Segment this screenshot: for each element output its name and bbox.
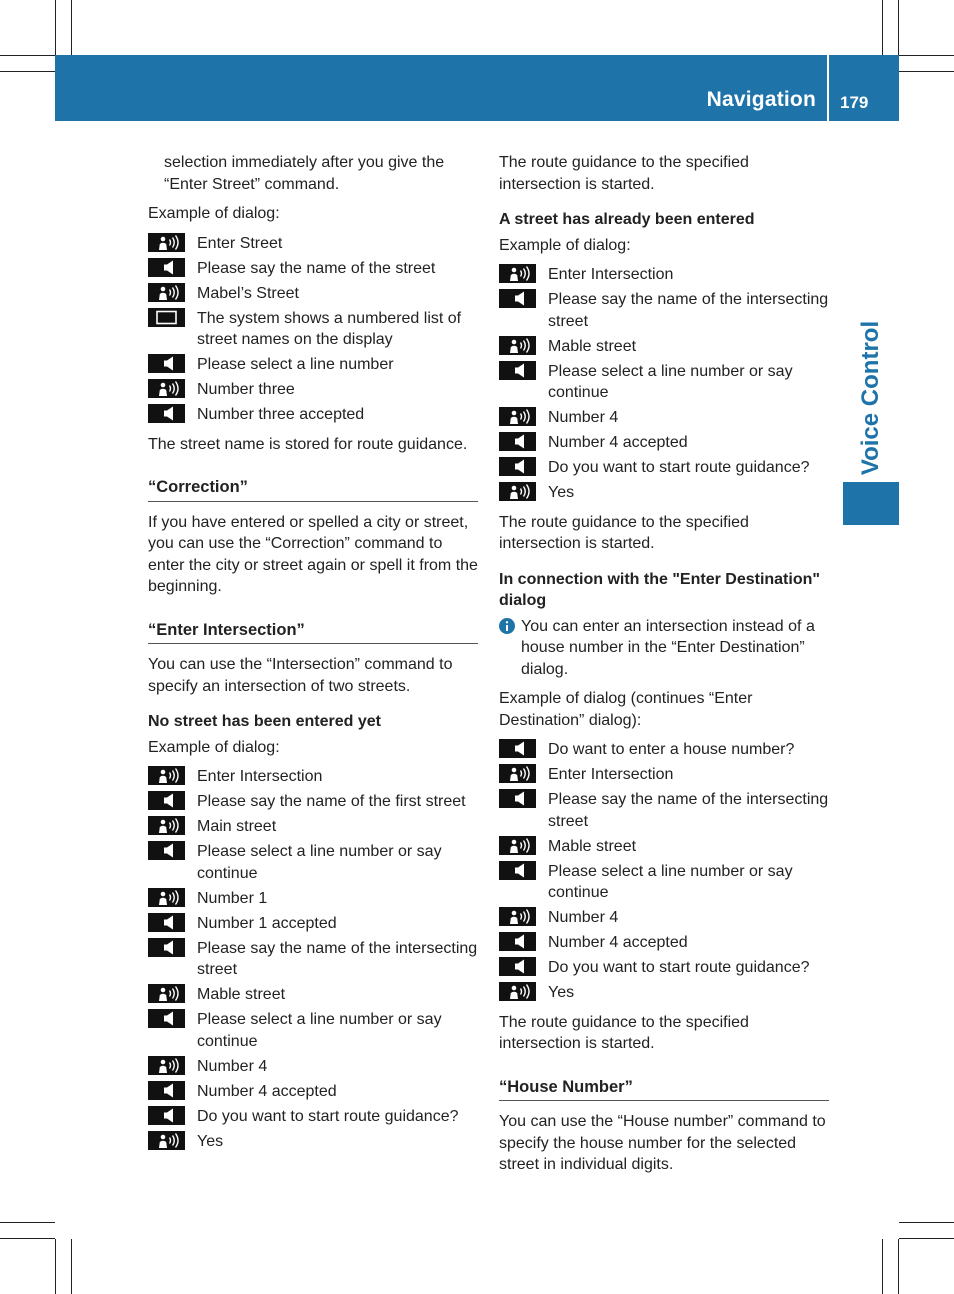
system-speak-icon [148, 1106, 185, 1125]
dialog-text: Number 4 [548, 909, 619, 926]
dialog-text: Enter Intersection [197, 768, 323, 785]
dialog-line [499, 289, 829, 332]
section-title: Navigation [706, 88, 816, 111]
dialog-line [499, 457, 829, 479]
system-speak-icon [499, 957, 536, 976]
route-started-text: The route guidance to the specified intersection is started. [499, 1013, 749, 1052]
system-speak-icon [499, 432, 536, 451]
dialog-line [148, 283, 478, 305]
user-speak-icon [499, 264, 536, 283]
user-speak-icon [148, 816, 185, 835]
dialog-text: Please say the name of the street [197, 259, 436, 277]
dialog-line [148, 913, 478, 935]
dialog-text: Please select a line number or say continue [197, 843, 442, 882]
user-speak-icon [148, 283, 185, 302]
system-speak-icon [148, 404, 185, 423]
system-speak-icon [499, 739, 536, 758]
system-speak-icon [499, 457, 536, 476]
dialog-text: Do you want to start route guidance? [548, 459, 810, 476]
dialog-line [148, 984, 478, 1006]
route-started-text: The route guidance to the specified intersection is started. [499, 513, 749, 552]
dialog-text: Yes [197, 1132, 224, 1150]
dialog-text: The system shows a numbered list of street names on the display [197, 309, 462, 348]
crop-mark [0, 55, 55, 56]
dialog-line [499, 907, 829, 929]
user-speak-icon [499, 836, 536, 855]
page-number: 179 [840, 93, 869, 112]
intersection-heading: “Enter Intersection” [148, 620, 478, 645]
dialog-text: Please say the name of the intersecting street [548, 291, 829, 330]
dialog-text: Number 4 [548, 409, 619, 426]
crop-mark [882, 0, 883, 55]
crop-mark [899, 71, 954, 72]
info-text: You can enter an intersection instead of a house number in the “Enter Destination” dialog. [521, 617, 815, 678]
system-speak-icon [499, 932, 536, 951]
crop-mark [0, 71, 55, 72]
dialog-text: Please say the name of the intersecting street [197, 939, 478, 978]
crop-mark [71, 1239, 72, 1294]
dialog-line [148, 1131, 478, 1153]
dialog-text: Yes [548, 484, 575, 501]
dialog-line [148, 841, 478, 884]
info-icon [499, 618, 515, 681]
intersection-text: You can use the “Intersection” command to specify an intersection of two streets. [148, 656, 453, 695]
dialog-line [148, 1009, 478, 1052]
dialog-text: Number 1 [197, 889, 268, 907]
left-column [148, 152, 478, 1160]
system-speak-icon [148, 258, 185, 277]
dialog-line [499, 739, 829, 761]
dialog-line [148, 1081, 478, 1103]
dialog-text: Enter Intersection [548, 266, 674, 283]
dialog-line [148, 766, 478, 788]
crop-mark [0, 1238, 55, 1239]
chapter-tab [843, 482, 899, 525]
dialog-line [148, 816, 478, 838]
dialog-line [499, 764, 829, 786]
dialog-line [499, 789, 829, 832]
dialog-text: Mable street [197, 986, 286, 1003]
user-speak-icon [148, 984, 185, 1003]
crop-mark [898, 1239, 899, 1294]
crop-mark [882, 1239, 883, 1294]
intro-text: selection immediately after you give the “Enter Street” command. [164, 154, 445, 193]
system-speak-icon [148, 791, 185, 810]
dialog-text: Mable street [548, 337, 637, 355]
dialog-line [148, 791, 478, 813]
user-speak-icon [499, 407, 536, 426]
dialog-list [499, 264, 829, 504]
dialog-line [148, 258, 478, 280]
user-speak-icon [148, 1056, 185, 1075]
dialog-text: Number three accepted [197, 406, 365, 423]
right-column [499, 152, 829, 1184]
system-speak-icon [499, 789, 536, 808]
dialog-line [499, 861, 829, 904]
crop-mark [899, 1222, 954, 1223]
system-speak-icon [148, 1081, 185, 1100]
chapter-label: Voice Control [857, 320, 884, 476]
dialog-line [148, 233, 478, 255]
no-street-heading: No street has been entered yet [148, 713, 381, 730]
dialog-text: Please select a line number or say continue [197, 1011, 442, 1050]
dialog-line [499, 407, 829, 429]
crop-mark [55, 0, 56, 55]
user-speak-icon [499, 336, 536, 355]
user-speak-icon [148, 379, 185, 398]
user-speak-icon [499, 907, 536, 926]
user-speak-icon [148, 766, 185, 785]
dialog-line [148, 888, 478, 910]
dialog-text: Please select a line number or say continue [548, 362, 793, 401]
dialog-text: Number 4 [197, 1057, 268, 1075]
dialog-line [499, 432, 829, 454]
correction-text: If you have entered or spelled a city or street, you can use the “Correction” command to enter the city or street again or spell it from the beginning. [148, 513, 478, 595]
user-speak-icon [148, 888, 185, 907]
user-speak-icon [148, 1131, 185, 1150]
stored-text: The street name is stored for route guidance. [148, 435, 468, 453]
dialog-line [499, 336, 829, 358]
dialog-line [148, 1056, 478, 1078]
user-speak-icon [499, 764, 536, 783]
dialog-line [499, 957, 829, 979]
user-speak-icon [499, 982, 536, 1001]
house-number-heading: “House Number” [499, 1077, 829, 1102]
connection-heading: In connection with the "Enter Destination" dialog [499, 570, 820, 609]
dialog-text: Mable street [548, 837, 637, 855]
dialog-text: Please say the name of the intersecting street [548, 791, 829, 830]
dialog-text: Do you want to start route guidance? [548, 959, 810, 976]
dialog-text: Number three [197, 381, 295, 398]
system-speak-icon [499, 861, 536, 880]
header-divider [827, 55, 829, 121]
correction-heading: “Correction” [148, 477, 478, 502]
dialog-line [499, 361, 829, 404]
crop-mark [0, 1222, 55, 1223]
user-speak-icon [148, 233, 185, 252]
dialog-text: Yes [548, 984, 575, 1001]
display-icon [148, 308, 185, 327]
system-speak-icon [148, 354, 185, 373]
dialog-text: Number 4 accepted [197, 1082, 337, 1100]
dialog-line [148, 404, 478, 426]
already-entered-heading: A street has already been entered [499, 211, 755, 228]
dialog-list [148, 766, 478, 1152]
dialog-line [499, 982, 829, 1004]
dialog-text: Main street [197, 818, 277, 835]
system-speak-icon [499, 289, 536, 308]
dialog-text: Enter Street [197, 234, 283, 252]
system-speak-icon [148, 938, 185, 957]
crop-mark [899, 1238, 954, 1239]
dialog-text: Do want to enter a house number? [548, 741, 795, 758]
dialog-line [499, 836, 829, 858]
dialog-text: Number 4 accepted [548, 434, 688, 451]
system-speak-icon [148, 913, 185, 932]
crop-mark [71, 0, 72, 55]
crop-mark [899, 55, 954, 56]
dialog-line [148, 308, 478, 351]
system-speak-icon [148, 841, 185, 860]
dialog-text: Number 1 accepted [197, 914, 337, 932]
dialog-text: Please select a line number [197, 356, 394, 373]
example-label: Example of dialog: [499, 236, 631, 254]
crop-mark [55, 1239, 56, 1294]
dialog-text: Please say the name of the first street [197, 793, 466, 810]
dialog-text: Enter Intersection [548, 766, 674, 783]
dialog-line [148, 379, 478, 401]
dialog-line [148, 938, 478, 981]
info-note [499, 616, 829, 681]
example-continues-label: Example of dialog (continues “Enter Destination” dialog): [499, 690, 753, 729]
dialog-line [499, 932, 829, 954]
dialog-text: Please select a line number or say continue [548, 862, 793, 901]
example-label: Example of dialog: [148, 738, 280, 756]
system-speak-icon [148, 1009, 185, 1028]
dialog-list [499, 739, 829, 1004]
dialog-text: Do you want to start route guidance? [197, 1107, 459, 1125]
dialog-text: Mabel’s Street [197, 284, 299, 302]
dialog-text: Number 4 accepted [548, 934, 688, 951]
user-speak-icon [499, 482, 536, 501]
example-label: Example of dialog: [148, 205, 280, 222]
dialog-line [499, 264, 829, 286]
dialog-line [499, 482, 829, 504]
house-number-text: You can use the “House number” command to specify the house number for the selected street in individual digits. [499, 1113, 826, 1173]
dialog-line [148, 1106, 478, 1128]
route-started-text: The route guidance to the specified intersection is started. [499, 154, 749, 193]
crop-mark [898, 0, 899, 55]
dialog-list [148, 233, 478, 426]
system-speak-icon [499, 361, 536, 380]
dialog-line [148, 354, 478, 376]
